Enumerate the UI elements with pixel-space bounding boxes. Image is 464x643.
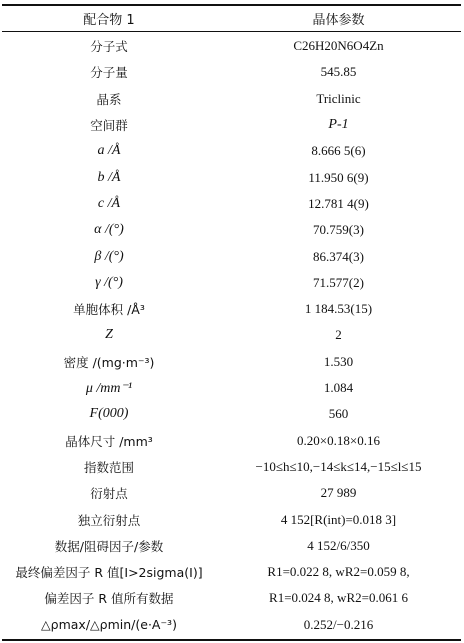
row-value: 86.374(3): [313, 248, 364, 264]
row-value: C26H20N6O4Zn: [293, 38, 384, 54]
row-label: c /Å: [97, 195, 121, 211]
header-crystal-parameters: 晶体参数: [312, 12, 365, 28]
row-value: 1.084: [323, 380, 354, 396]
row-label: 晶系: [96, 91, 122, 107]
row-value: 0.252/−0.216: [303, 616, 374, 632]
table-row: [2, 533, 461, 559]
row-label: 最终偏差因子 R 值[I>2sigma(I)]: [15, 565, 203, 581]
row-label: 晶体尺寸 /mm³: [65, 433, 153, 449]
row-value: 4 152/6/350: [307, 537, 370, 553]
row-value: 560: [328, 406, 349, 422]
row-value: R1=0.022 8, wR2=0.059 8,: [267, 564, 410, 580]
table-row: [2, 612, 461, 638]
table-header-rule: [2, 31, 461, 32]
row-label: 指数范围: [83, 459, 134, 475]
row-value: 8.666 5(6): [311, 143, 366, 159]
table-bottom-rule: [2, 639, 461, 641]
row-value: 1.530: [323, 353, 354, 369]
table-row: [2, 138, 461, 164]
row-value: 12.781 4(9): [308, 195, 369, 211]
row-value: 4 152[R(int)=0.018 3]: [280, 511, 397, 527]
table-row: [2, 296, 461, 322]
row-value: 27 989: [320, 485, 357, 501]
table-row: [2, 585, 461, 611]
table-row: [2, 375, 461, 401]
table-row: [2, 428, 461, 454]
table-row: [2, 480, 461, 506]
row-label: μ /mm⁻¹: [85, 380, 133, 396]
row-label: 密度 /(mg·m⁻³): [63, 354, 155, 370]
row-label: F(000): [89, 406, 129, 422]
table-row: [2, 243, 461, 269]
table-row: [2, 559, 461, 585]
table-row: [2, 349, 461, 375]
row-value: R1=0.024 8, wR2=0.061 6: [269, 590, 408, 606]
row-label: △ρmax/△ρmin/(e·A⁻³): [41, 617, 177, 633]
row-value: 2: [335, 327, 342, 343]
table-row: [2, 112, 461, 138]
row-value: −10≤h≤10,−14≤k≤14,−15≤l≤15: [255, 458, 422, 474]
row-value: P-1: [328, 117, 349, 133]
table-row: [2, 506, 461, 532]
row-label: a /Å: [97, 143, 121, 159]
row-value: 1 184.53(15): [304, 301, 373, 317]
table-row: [2, 270, 461, 296]
table-row: [2, 322, 461, 348]
row-label: 单胞体积 /Å³: [73, 302, 145, 318]
row-value: 11.950 6(9): [308, 169, 369, 185]
row-label: 分子式: [90, 39, 128, 55]
row-value: 71.577(2): [313, 274, 364, 290]
row-value: 0.20×0.18×0.16: [297, 432, 380, 448]
row-label: 空间群: [90, 118, 128, 134]
row-label: 衍射点: [90, 486, 128, 502]
row-label: b /Å: [97, 169, 121, 185]
table-row: [2, 165, 461, 191]
table-row: [2, 401, 461, 427]
table-row: [2, 191, 461, 217]
row-value: 545.85: [320, 64, 357, 80]
row-label: γ /(°): [95, 274, 123, 290]
table-row: [2, 59, 461, 85]
row-label: β /(°): [94, 248, 124, 264]
header-compound: 配合物 1: [83, 12, 135, 28]
row-value: Triclinic: [316, 90, 361, 106]
row-label: 独立衍射点: [77, 512, 141, 528]
table-row: [2, 217, 461, 243]
table-row: [2, 33, 461, 59]
row-label: α /(°): [94, 222, 124, 238]
table-row: [2, 454, 461, 480]
table-row: [2, 86, 461, 112]
row-label: 分子量: [90, 65, 128, 81]
row-label: 偏差因子 R 值所有数据: [44, 591, 174, 607]
row-value: 70.759(3): [313, 222, 364, 238]
row-label: Z: [105, 327, 113, 343]
row-label: 数据/阻碍因子/参数: [54, 538, 164, 554]
